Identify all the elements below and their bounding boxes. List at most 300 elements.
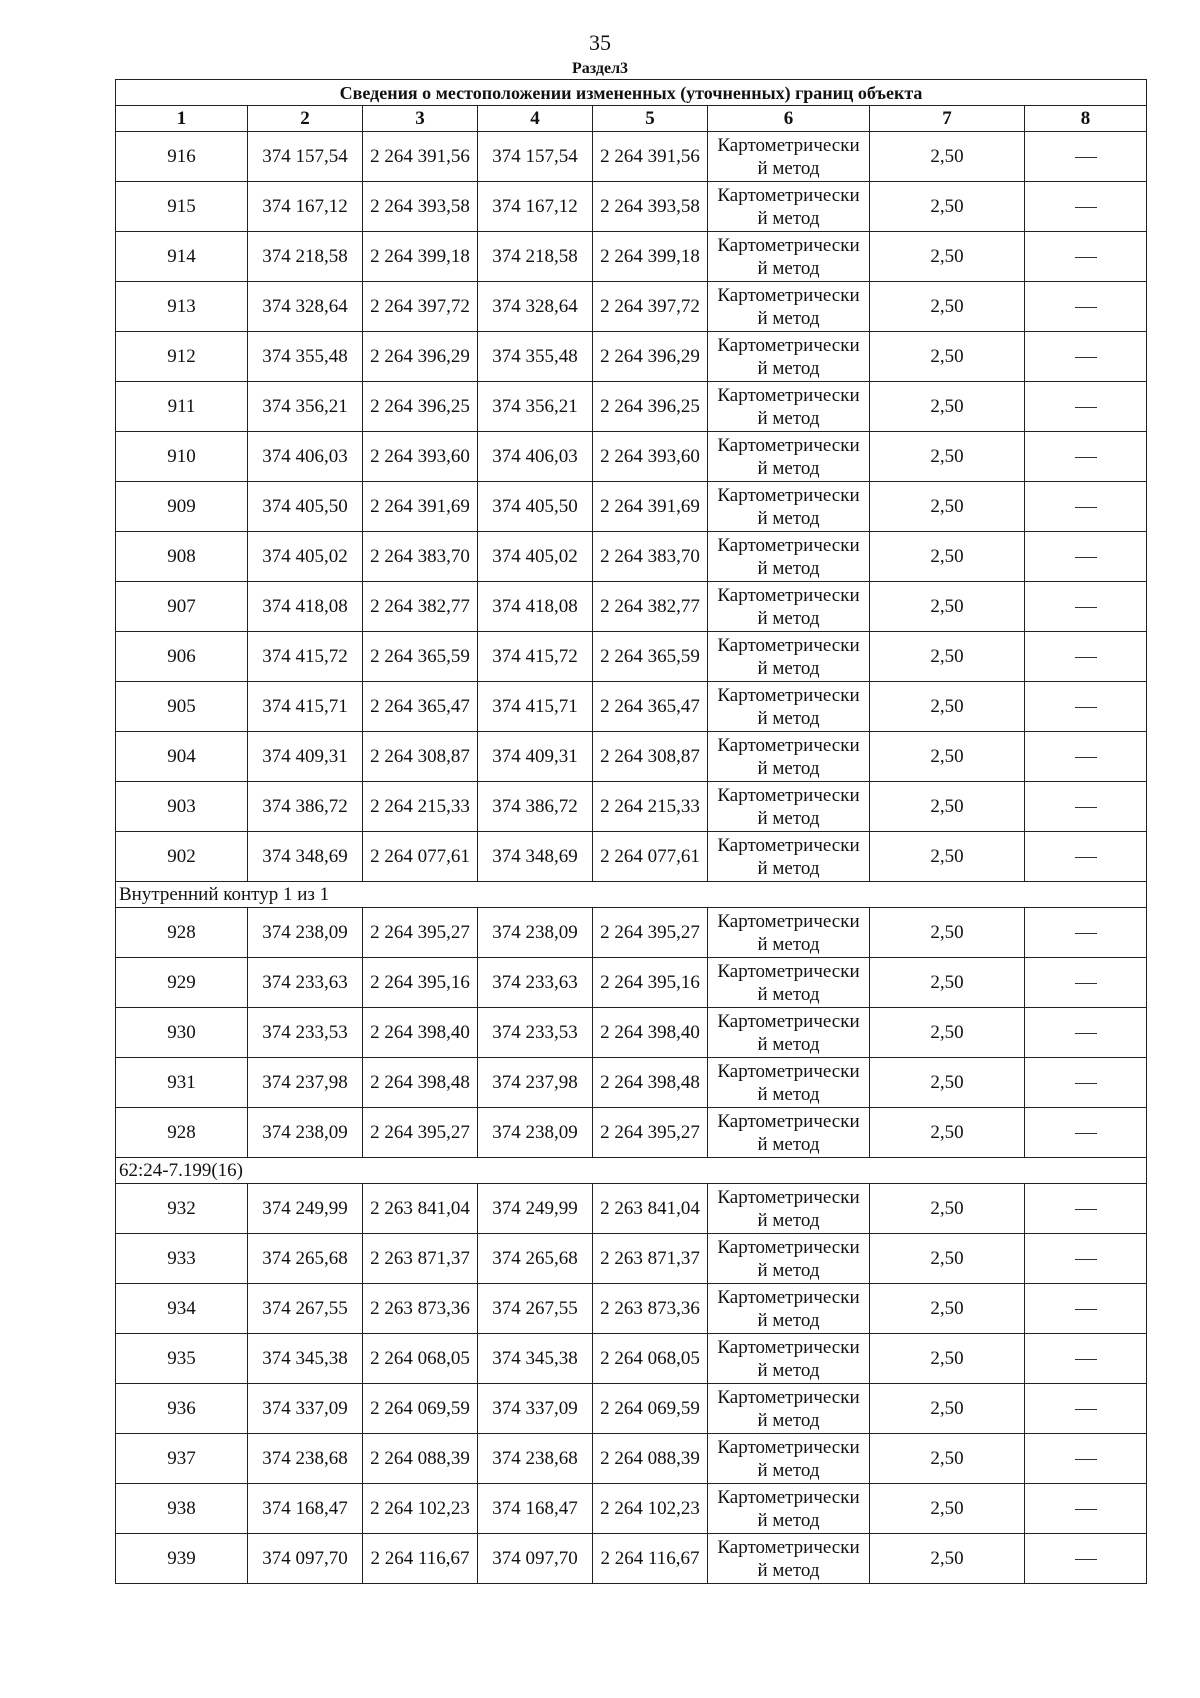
accuracy-cell: 2,50 <box>870 1284 1025 1334</box>
description-cell <box>1025 282 1147 332</box>
column-number-3: 3 <box>363 106 478 132</box>
x-refined-cell: 374 405,50 <box>478 482 593 532</box>
method-cell <box>708 632 870 682</box>
y-refined-cell: 2 264 088,39 <box>593 1434 708 1484</box>
method-line-1: Картометрически <box>717 234 860 256</box>
y-refined-cell: 2 263 841,04 <box>593 1184 708 1234</box>
y-refined-cell: 2 264 077,61 <box>593 832 708 882</box>
x-existing-cell: 374 233,53 <box>248 1008 363 1058</box>
x-refined-cell: 374 265,68 <box>478 1234 593 1284</box>
x-existing-cell: 374 415,71 <box>248 682 363 732</box>
method-line-2: й метод <box>757 1259 820 1281</box>
dash-placeholder <box>1075 1459 1097 1460</box>
x-existing-cell: 374 237,98 <box>248 1058 363 1108</box>
method-line-2: й метод <box>757 1509 820 1531</box>
method-line-2: й метод <box>757 407 820 429</box>
column-number-8: 8 <box>1025 106 1147 132</box>
method-cell <box>708 382 870 432</box>
method-line-2: й метод <box>757 707 820 729</box>
method-line-1: Картометрически <box>717 584 860 606</box>
table-row <box>116 1008 1147 1058</box>
method-line-1: Картометрически <box>717 334 860 356</box>
method-line-2: й метод <box>757 1309 820 1331</box>
method-line-1: Картометрически <box>717 960 860 982</box>
table-row <box>116 182 1147 232</box>
y-existing-cell: 2 264 069,59 <box>363 1384 478 1434</box>
x-refined-cell: 374 233,53 <box>478 1008 593 1058</box>
accuracy-cell: 2,50 <box>870 382 1025 432</box>
x-existing-cell: 374 355,48 <box>248 332 363 382</box>
description-cell <box>1025 1484 1147 1534</box>
table-row <box>116 282 1147 332</box>
column-number-2: 2 <box>248 106 363 132</box>
y-refined-cell: 2 264 102,23 <box>593 1484 708 1534</box>
method-cell <box>708 1108 870 1158</box>
coordinates-table <box>115 79 1147 1584</box>
point-number-cell: 931 <box>116 1058 248 1108</box>
y-existing-cell: 2 264 398,48 <box>363 1058 478 1108</box>
dash-placeholder <box>1075 707 1097 708</box>
method-line-1: Картометрически <box>717 1060 860 1082</box>
x-existing-cell: 374 405,50 <box>248 482 363 532</box>
y-refined-cell: 2 264 395,27 <box>593 908 708 958</box>
y-refined-cell: 2 264 397,72 <box>593 282 708 332</box>
dash-placeholder <box>1075 1209 1097 1210</box>
accuracy-cell: 2,50 <box>870 1484 1025 1534</box>
point-number-cell: 938 <box>116 1484 248 1534</box>
x-refined-cell: 374 238,68 <box>478 1434 593 1484</box>
y-refined-cell: 2 264 365,47 <box>593 682 708 732</box>
y-refined-cell: 2 264 116,67 <box>593 1534 708 1584</box>
description-cell <box>1025 682 1147 732</box>
table-row <box>116 1334 1147 1384</box>
point-number-cell: 905 <box>116 682 248 732</box>
table-row <box>116 1184 1147 1234</box>
y-existing-cell: 2 264 088,39 <box>363 1434 478 1484</box>
y-existing-cell: 2 264 383,70 <box>363 532 478 582</box>
y-existing-cell: 2 264 396,29 <box>363 332 478 382</box>
method-line-2: й метод <box>757 1559 820 1581</box>
method-line-2: й метод <box>757 1033 820 1055</box>
point-number-cell: 935 <box>116 1334 248 1384</box>
y-existing-cell: 2 264 102,23 <box>363 1484 478 1534</box>
method-line-1: Картометрически <box>717 284 860 306</box>
description-cell <box>1025 1108 1147 1158</box>
method-cell <box>708 1284 870 1334</box>
description-cell <box>1025 958 1147 1008</box>
table-row <box>116 132 1147 182</box>
x-existing-cell: 374 386,72 <box>248 782 363 832</box>
description-cell <box>1025 582 1147 632</box>
column-number-4: 4 <box>478 106 593 132</box>
x-refined-cell: 374 238,09 <box>478 1108 593 1158</box>
method-line-1: Картометрически <box>717 1010 860 1032</box>
point-number-cell: 928 <box>116 908 248 958</box>
y-existing-cell: 2 264 308,87 <box>363 732 478 782</box>
method-line-1: Картометрически <box>717 434 860 456</box>
column-number-5: 5 <box>593 106 708 132</box>
x-existing-cell: 374 238,68 <box>248 1434 363 1484</box>
method-cell <box>708 1334 870 1384</box>
x-existing-cell: 374 157,54 <box>248 132 363 182</box>
method-line-2: й метод <box>757 983 820 1005</box>
x-refined-cell: 374 345,38 <box>478 1334 593 1384</box>
method-line-1: Картометрически <box>717 784 860 806</box>
accuracy-cell: 2,50 <box>870 732 1025 782</box>
table-row <box>116 1234 1147 1284</box>
method-cell <box>708 282 870 332</box>
accuracy-cell: 2,50 <box>870 132 1025 182</box>
x-refined-cell: 374 238,09 <box>478 908 593 958</box>
x-existing-cell: 374 328,64 <box>248 282 363 332</box>
point-number-cell: 907 <box>116 582 248 632</box>
y-refined-cell: 2 263 873,36 <box>593 1284 708 1334</box>
table-row <box>116 1058 1147 1108</box>
y-refined-cell: 2 264 215,33 <box>593 782 708 832</box>
dash-placeholder <box>1075 307 1097 308</box>
x-refined-cell: 374 355,48 <box>478 332 593 382</box>
table-row <box>116 232 1147 282</box>
point-number-cell: 916 <box>116 132 248 182</box>
method-cell <box>708 332 870 382</box>
column-number-1: 1 <box>116 106 248 132</box>
method-cell <box>708 1008 870 1058</box>
table-row <box>116 382 1147 432</box>
method-line-1: Картометрически <box>717 634 860 656</box>
point-number-cell: 903 <box>116 782 248 832</box>
table-row <box>116 1108 1147 1158</box>
dash-placeholder <box>1075 933 1097 934</box>
dash-placeholder <box>1075 757 1097 758</box>
x-existing-cell: 374 238,09 <box>248 908 363 958</box>
y-refined-cell: 2 264 398,48 <box>593 1058 708 1108</box>
dash-placeholder <box>1075 207 1097 208</box>
description-cell <box>1025 1534 1147 1584</box>
method-cell <box>708 1534 870 1584</box>
x-refined-cell: 374 418,08 <box>478 582 593 632</box>
description-cell <box>1025 1284 1147 1334</box>
accuracy-cell: 2,50 <box>870 682 1025 732</box>
y-existing-cell: 2 264 382,77 <box>363 582 478 632</box>
point-number-cell: 902 <box>116 832 248 882</box>
dash-placeholder <box>1075 407 1097 408</box>
y-refined-cell: 2 264 393,58 <box>593 182 708 232</box>
dash-placeholder <box>1075 1259 1097 1260</box>
dash-placeholder <box>1075 1083 1097 1084</box>
method-line-1: Картометрически <box>717 834 860 856</box>
point-number-cell: 910 <box>116 432 248 482</box>
accuracy-cell: 2,50 <box>870 1108 1025 1158</box>
x-refined-cell: 374 415,72 <box>478 632 593 682</box>
description-cell <box>1025 1384 1147 1434</box>
description-cell <box>1025 632 1147 682</box>
method-line-1: Картометрически <box>717 1436 860 1458</box>
method-cell <box>708 1384 870 1434</box>
y-existing-cell: 2 263 871,37 <box>363 1234 478 1284</box>
y-existing-cell: 2 264 215,33 <box>363 782 478 832</box>
contour-label: 62:24-7.199(16) <box>116 1158 1147 1184</box>
y-existing-cell: 2 264 395,27 <box>363 1108 478 1158</box>
method-line-2: й метод <box>757 357 820 379</box>
y-refined-cell: 2 264 068,05 <box>593 1334 708 1384</box>
description-cell <box>1025 1234 1147 1284</box>
method-cell <box>708 1234 870 1284</box>
point-number-cell: 906 <box>116 632 248 682</box>
x-existing-cell: 374 265,68 <box>248 1234 363 1284</box>
method-line-1: Картометрически <box>717 1110 860 1132</box>
table-title: Сведения о местоположении измененных (уточненных) границ объекта <box>116 80 1147 106</box>
y-refined-cell: 2 264 391,56 <box>593 132 708 182</box>
description-cell <box>1025 832 1147 882</box>
point-number-cell: 914 <box>116 232 248 282</box>
table-row <box>116 332 1147 382</box>
x-refined-cell: 374 356,21 <box>478 382 593 432</box>
x-existing-cell: 374 337,09 <box>248 1384 363 1434</box>
x-refined-cell: 374 409,31 <box>478 732 593 782</box>
accuracy-cell: 2,50 <box>870 958 1025 1008</box>
table-row <box>116 832 1147 882</box>
page-number: 35 <box>589 30 611 55</box>
x-existing-cell: 374 168,47 <box>248 1484 363 1534</box>
y-existing-cell: 2 263 873,36 <box>363 1284 478 1334</box>
table-row <box>116 1534 1147 1584</box>
y-existing-cell: 2 264 391,69 <box>363 482 478 532</box>
method-line-2: й метод <box>757 1209 820 1231</box>
x-refined-cell: 374 405,02 <box>478 532 593 582</box>
description-cell <box>1025 1008 1147 1058</box>
x-refined-cell: 374 328,64 <box>478 282 593 332</box>
y-refined-cell: 2 264 382,77 <box>593 582 708 632</box>
dash-placeholder <box>1075 657 1097 658</box>
accuracy-cell: 2,50 <box>870 232 1025 282</box>
y-existing-cell: 2 264 068,05 <box>363 1334 478 1384</box>
accuracy-cell: 2,50 <box>870 532 1025 582</box>
method-line-2: й метод <box>757 757 820 779</box>
dash-placeholder <box>1075 457 1097 458</box>
method-line-1: Картометрически <box>717 1336 860 1358</box>
y-existing-cell: 2 264 395,16 <box>363 958 478 1008</box>
y-existing-cell: 2 264 398,40 <box>363 1008 478 1058</box>
x-existing-cell: 374 267,55 <box>248 1284 363 1334</box>
table-row <box>116 782 1147 832</box>
table-row <box>116 532 1147 582</box>
point-number-cell: 928 <box>116 1108 248 1158</box>
dash-placeholder <box>1075 1509 1097 1510</box>
method-line-1: Картометрически <box>717 910 860 932</box>
x-existing-cell: 374 409,31 <box>248 732 363 782</box>
method-cell <box>708 532 870 582</box>
accuracy-cell: 2,50 <box>870 1434 1025 1484</box>
table-title-row <box>116 80 1147 106</box>
method-line-1: Картометрически <box>717 734 860 756</box>
method-line-2: й метод <box>757 607 820 629</box>
x-existing-cell: 374 097,70 <box>248 1534 363 1584</box>
y-refined-cell: 2 264 365,59 <box>593 632 708 682</box>
y-existing-cell: 2 264 397,72 <box>363 282 478 332</box>
x-existing-cell: 374 348,69 <box>248 832 363 882</box>
method-line-1: Картометрически <box>717 1536 860 1558</box>
description-cell <box>1025 908 1147 958</box>
accuracy-cell: 2,50 <box>870 332 1025 382</box>
point-number-cell: 932 <box>116 1184 248 1234</box>
x-existing-cell: 374 406,03 <box>248 432 363 482</box>
y-existing-cell: 2 264 077,61 <box>363 832 478 882</box>
accuracy-cell: 2,50 <box>870 832 1025 882</box>
x-existing-cell: 374 405,02 <box>248 532 363 582</box>
method-cell <box>708 832 870 882</box>
y-refined-cell: 2 264 396,25 <box>593 382 708 432</box>
method-line-2: й метод <box>757 1359 820 1381</box>
y-existing-cell: 2 264 393,58 <box>363 182 478 232</box>
table-row <box>116 908 1147 958</box>
method-cell <box>708 1184 870 1234</box>
method-cell <box>708 582 870 632</box>
x-existing-cell: 374 218,58 <box>248 232 363 282</box>
y-refined-cell: 2 264 393,60 <box>593 432 708 482</box>
dash-placeholder <box>1075 1309 1097 1310</box>
x-existing-cell: 374 233,63 <box>248 958 363 1008</box>
y-existing-cell: 2 264 396,25 <box>363 382 478 432</box>
y-refined-cell: 2 264 398,40 <box>593 1008 708 1058</box>
dash-placeholder <box>1075 1559 1097 1560</box>
x-refined-cell: 374 348,69 <box>478 832 593 882</box>
table-row <box>116 682 1147 732</box>
table-row <box>116 432 1147 482</box>
table-row <box>116 732 1147 782</box>
method-cell <box>708 482 870 532</box>
method-line-2: й метод <box>757 307 820 329</box>
method-line-1: Картометрически <box>717 684 860 706</box>
x-existing-cell: 374 418,08 <box>248 582 363 632</box>
point-number-cell: 909 <box>116 482 248 532</box>
dash-placeholder <box>1075 1359 1097 1360</box>
method-line-1: Картометрически <box>717 384 860 406</box>
accuracy-cell: 2,50 <box>870 908 1025 958</box>
table-row <box>116 482 1147 532</box>
x-refined-cell: 374 337,09 <box>478 1384 593 1434</box>
point-number-cell: 934 <box>116 1284 248 1334</box>
method-line-1: Картометрически <box>717 1286 860 1308</box>
accuracy-cell: 2,50 <box>870 1384 1025 1434</box>
column-number-7: 7 <box>870 106 1025 132</box>
dash-placeholder <box>1075 257 1097 258</box>
description-cell <box>1025 382 1147 432</box>
method-cell <box>708 1484 870 1534</box>
method-cell <box>708 732 870 782</box>
method-line-2: й метод <box>757 207 820 229</box>
dash-placeholder <box>1075 1033 1097 1034</box>
accuracy-cell: 2,50 <box>870 182 1025 232</box>
method-cell <box>708 182 870 232</box>
method-cell <box>708 432 870 482</box>
accuracy-cell: 2,50 <box>870 582 1025 632</box>
contour-label: Внутренний контур 1 из 1 <box>116 882 1147 908</box>
method-line-1: Картометрически <box>717 1236 860 1258</box>
description-cell <box>1025 1184 1147 1234</box>
method-cell <box>708 682 870 732</box>
y-refined-cell: 2 264 383,70 <box>593 532 708 582</box>
description-cell <box>1025 732 1147 782</box>
y-refined-cell: 2 264 399,18 <box>593 232 708 282</box>
accuracy-cell: 2,50 <box>870 1008 1025 1058</box>
method-line-1: Картометрически <box>717 1386 860 1408</box>
y-refined-cell: 2 264 395,16 <box>593 958 708 1008</box>
table-row <box>116 1484 1147 1534</box>
x-refined-cell: 374 406,03 <box>478 432 593 482</box>
table-row <box>116 632 1147 682</box>
method-line-2: й метод <box>757 1133 820 1155</box>
method-line-2: й метод <box>757 1083 820 1105</box>
x-refined-cell: 374 267,55 <box>478 1284 593 1334</box>
dash-placeholder <box>1075 507 1097 508</box>
point-number-cell: 904 <box>116 732 248 782</box>
table-row <box>116 958 1147 1008</box>
method-line-2: й метод <box>757 557 820 579</box>
method-cell <box>708 958 870 1008</box>
point-number-cell: 936 <box>116 1384 248 1434</box>
y-refined-cell: 2 263 871,37 <box>593 1234 708 1284</box>
accuracy-cell: 2,50 <box>870 432 1025 482</box>
point-number-cell: 937 <box>116 1434 248 1484</box>
y-refined-cell: 2 264 308,87 <box>593 732 708 782</box>
x-existing-cell: 374 249,99 <box>248 1184 363 1234</box>
x-existing-cell: 374 356,21 <box>248 382 363 432</box>
point-number-cell: 929 <box>116 958 248 1008</box>
method-line-1: Картометрически <box>717 484 860 506</box>
description-cell <box>1025 532 1147 582</box>
description-cell <box>1025 332 1147 382</box>
method-cell <box>708 132 870 182</box>
x-refined-cell: 374 157,54 <box>478 132 593 182</box>
method-line-2: й метод <box>757 157 820 179</box>
accuracy-cell: 2,50 <box>870 282 1025 332</box>
column-number-6: 6 <box>708 106 870 132</box>
table-row <box>116 1384 1147 1434</box>
description-cell <box>1025 182 1147 232</box>
method-line-2: й метод <box>757 933 820 955</box>
dash-placeholder <box>1075 1133 1097 1134</box>
description-cell <box>1025 432 1147 482</box>
accuracy-cell: 2,50 <box>870 782 1025 832</box>
y-refined-cell: 2 264 391,69 <box>593 482 708 532</box>
table-row <box>116 1284 1147 1334</box>
x-refined-cell: 374 097,70 <box>478 1534 593 1584</box>
dash-placeholder <box>1075 1409 1097 1410</box>
point-number-cell: 911 <box>116 382 248 432</box>
y-existing-cell: 2 264 399,18 <box>363 232 478 282</box>
point-number-cell: 915 <box>116 182 248 232</box>
method-cell <box>708 782 870 832</box>
description-cell <box>1025 132 1147 182</box>
accuracy-cell: 2,50 <box>870 1184 1025 1234</box>
y-existing-cell: 2 264 116,67 <box>363 1534 478 1584</box>
y-existing-cell: 2 264 395,27 <box>363 908 478 958</box>
x-refined-cell: 374 415,71 <box>478 682 593 732</box>
accuracy-cell: 2,50 <box>870 482 1025 532</box>
dash-placeholder <box>1075 357 1097 358</box>
accuracy-cell: 2,50 <box>870 1058 1025 1108</box>
method-cell <box>708 908 870 958</box>
x-existing-cell: 374 415,72 <box>248 632 363 682</box>
dash-placeholder <box>1075 857 1097 858</box>
point-number-cell: 912 <box>116 332 248 382</box>
dash-placeholder <box>1075 557 1097 558</box>
description-cell <box>1025 482 1147 532</box>
x-refined-cell: 374 167,12 <box>478 182 593 232</box>
method-cell <box>708 1058 870 1108</box>
description-cell <box>1025 1058 1147 1108</box>
method-line-2: й метод <box>757 1409 820 1431</box>
